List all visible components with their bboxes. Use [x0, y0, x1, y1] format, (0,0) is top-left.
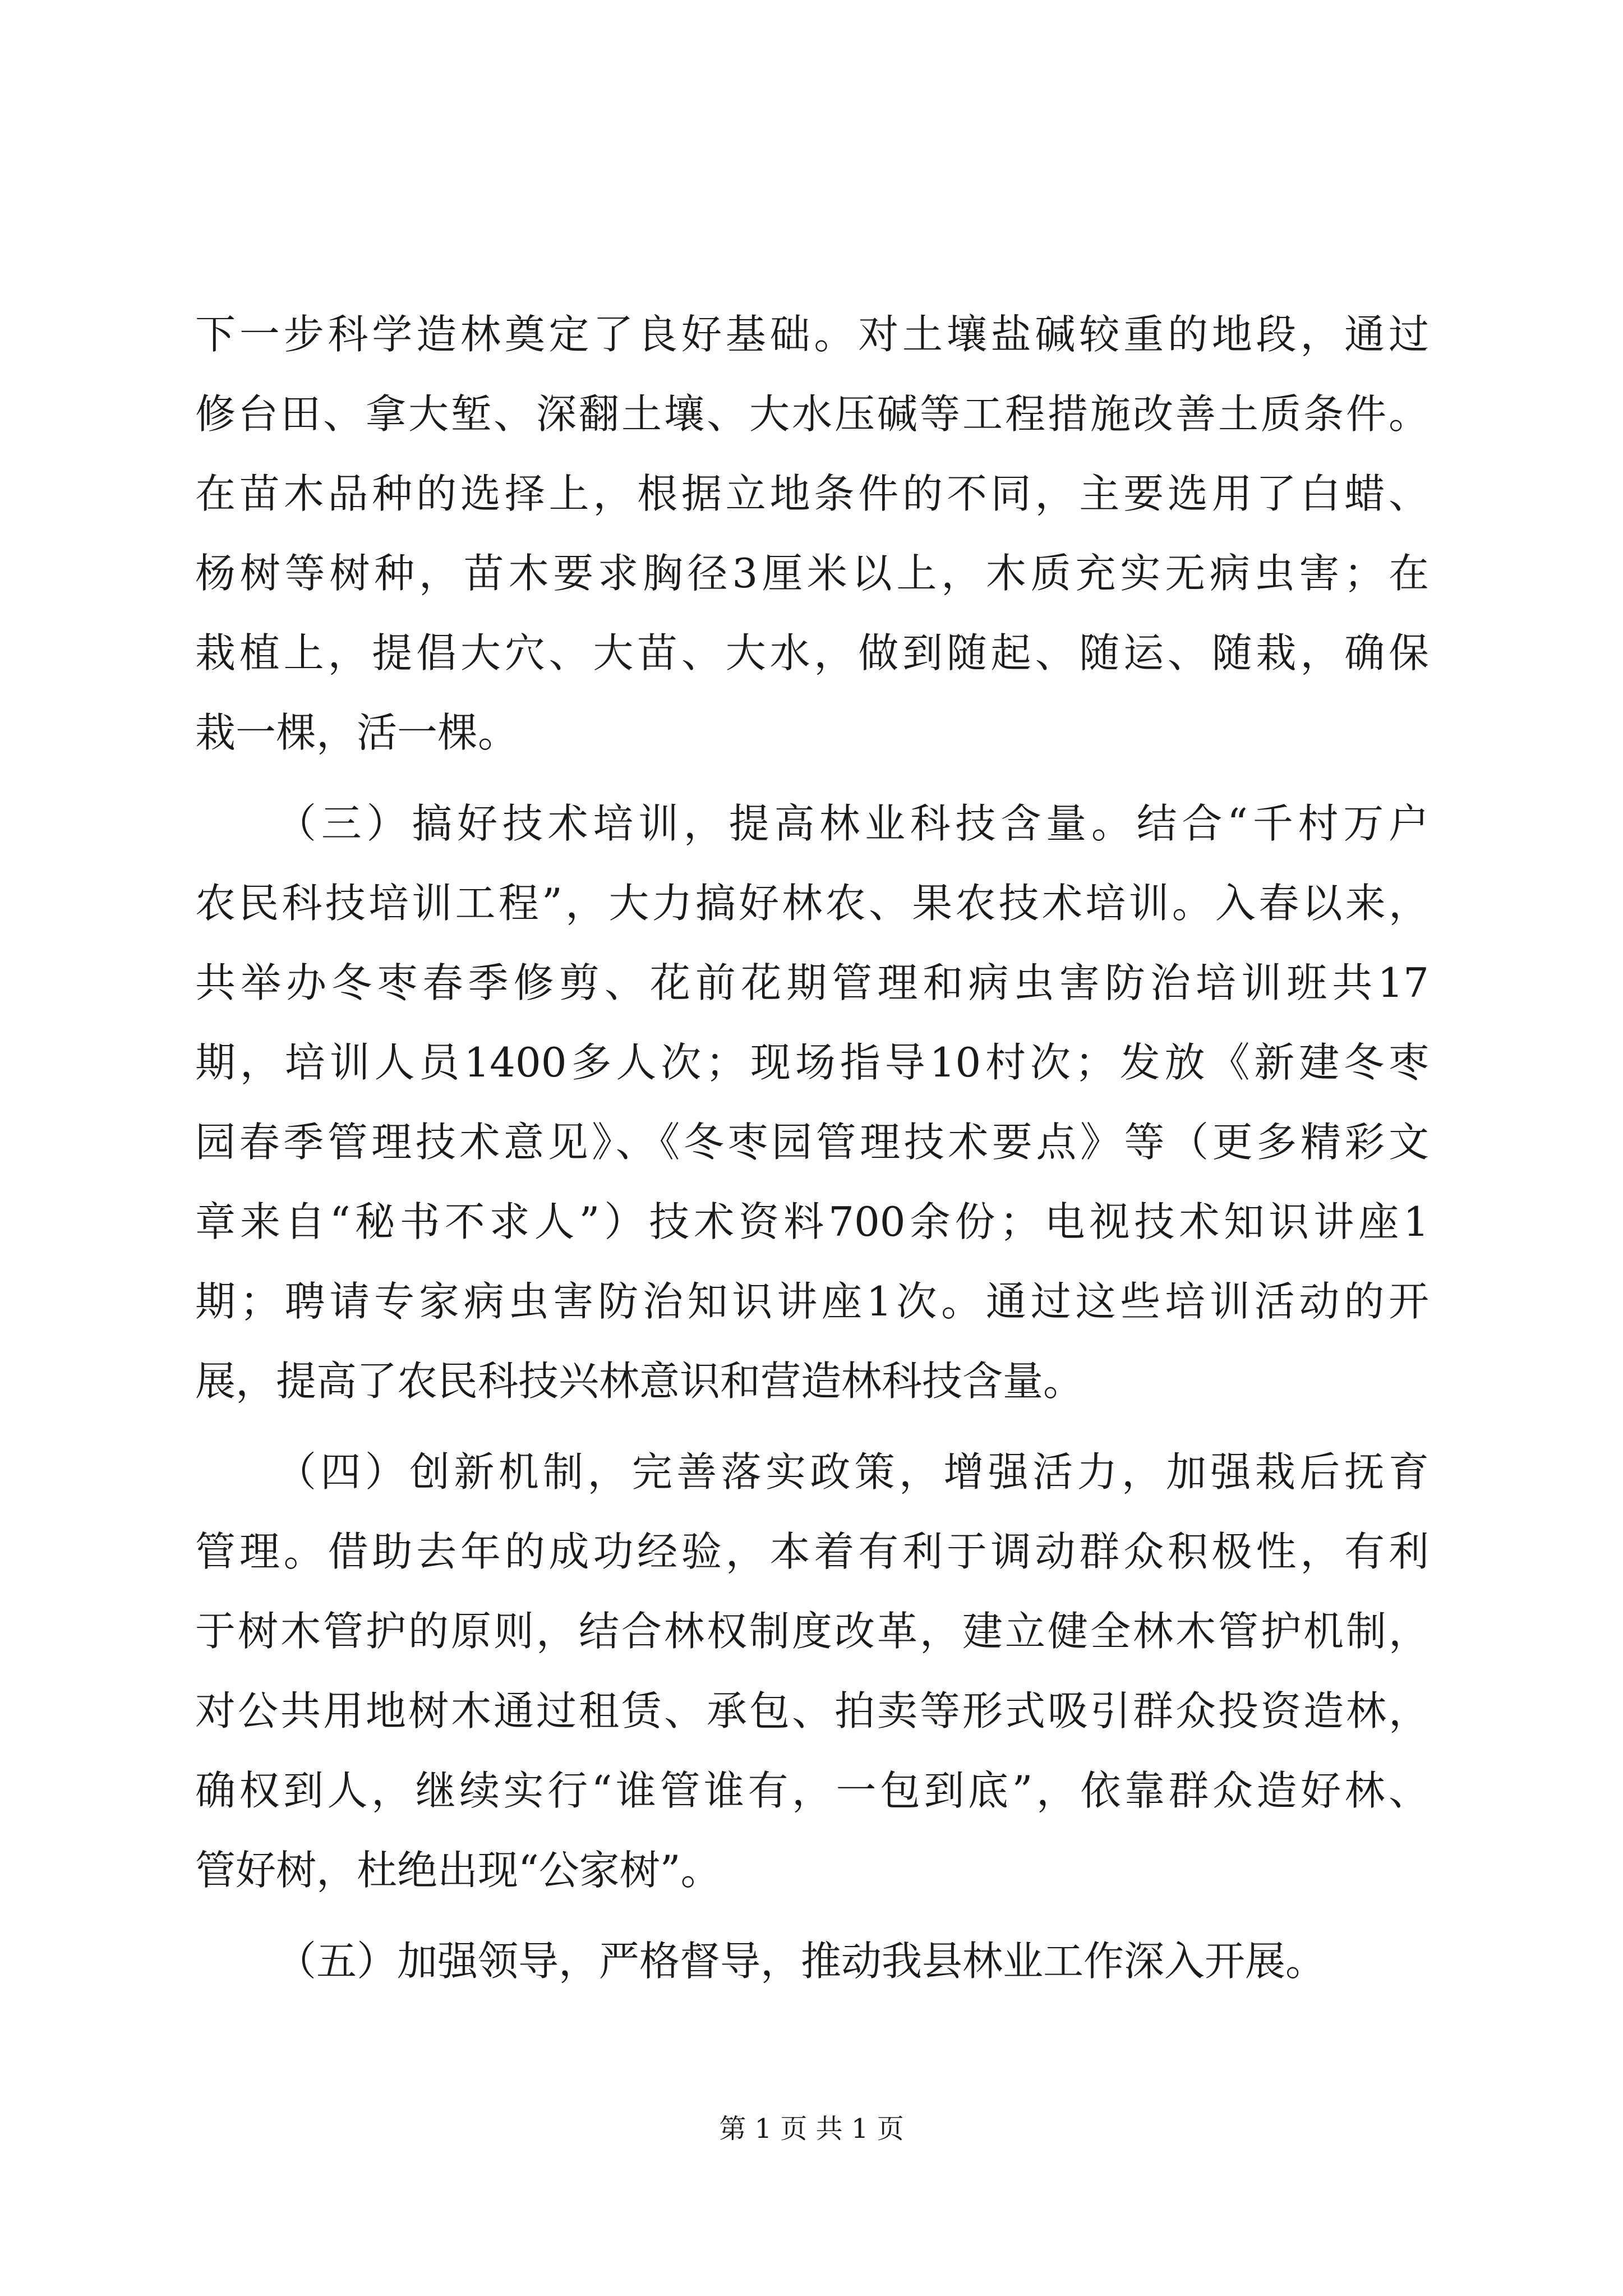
text-line: 园春季管理技术意见》、《冬枣园管理技术要点》等（更多精彩文 [195, 1119, 1429, 1166]
text-line: 在苗木品种的选择上，根据立地条件的不同，主要选用了白蜡、 [195, 470, 1429, 517]
text-line: 确权到人，继续实行“谁管谁有，一包到底”，依靠群众造好林、 [195, 1767, 1429, 1814]
paragraph-gap [195, 1421, 1429, 1432]
paragraph [195, 1432, 1429, 1910]
text-line: 对公共用地树木通过租赁、承包、拍卖等形式吸引群众投资造林， [195, 1687, 1429, 1734]
text-line: 栽一棵，活一棵。 [195, 709, 519, 756]
paragraph [195, 784, 1429, 1421]
text-line: （四）创新机制，完善落实政策，增强活力，加强栽后抚育 [276, 1448, 1429, 1496]
text-line: 栽植上，提倡大穴、大苗、大水，做到随起、随运、随栽，确保 [195, 629, 1429, 677]
text-line: 章来自“秘书不求人”）技术资料700余份；电视技术知识讲座1 [195, 1198, 1429, 1245]
paragraph-gap [195, 1910, 1429, 1921]
paragraph [195, 295, 1429, 772]
paragraph-gap [195, 772, 1429, 784]
text-line: 管理。借助去年的成功经验，本着有利于调动群众积极性，有利 [195, 1528, 1429, 1575]
text-line: 修台田、拿大堑、深翻土壤、大水压碱等工程措施改善土质条件。 [195, 390, 1429, 438]
text-line: （五）加强领导，严格督导，推动我县林业工作深入开展。 [276, 1938, 1326, 1985]
text-line: 杨树等树种，苗木要求胸径3厘米以上，木质充实无病虫害；在 [195, 550, 1429, 597]
text-line: 于树木管护的原则，结合林权制度改革，建立健全林木管护机制， [195, 1608, 1429, 1655]
text-line: 期，培训人员1400多人次；现场指导10村次；发放《新建冬枣 [195, 1039, 1429, 1086]
page-footer: 第 1 页 共 1 页 [719, 2113, 904, 2145]
text-line: 下一步科学造林奠定了良好基础。对土壤盐碱较重的地段，通过 [195, 311, 1429, 358]
text-line: （三）搞好技术培训，提高林业科技含量。结合“千村万户 [276, 800, 1429, 847]
text-line: 农民科技培训工程”，大力搞好林农、果农技术培训。入春以来， [195, 880, 1429, 927]
text-line: 期；聘请专家病虫害防治知识讲座1次。通过这些培训活动的开 [195, 1278, 1429, 1325]
text-line: 管好树，杜绝出现“公家树”。 [195, 1847, 721, 1894]
text-line: 展，提高了农民科技兴林意识和营造林科技含量。 [195, 1358, 1084, 1405]
text-line: 共举办冬枣春季修剪、花前花期管理和病虫害防治培训班共17 [195, 959, 1429, 1006]
paragraph [195, 1921, 1429, 2001]
document-body [195, 295, 1429, 2001]
